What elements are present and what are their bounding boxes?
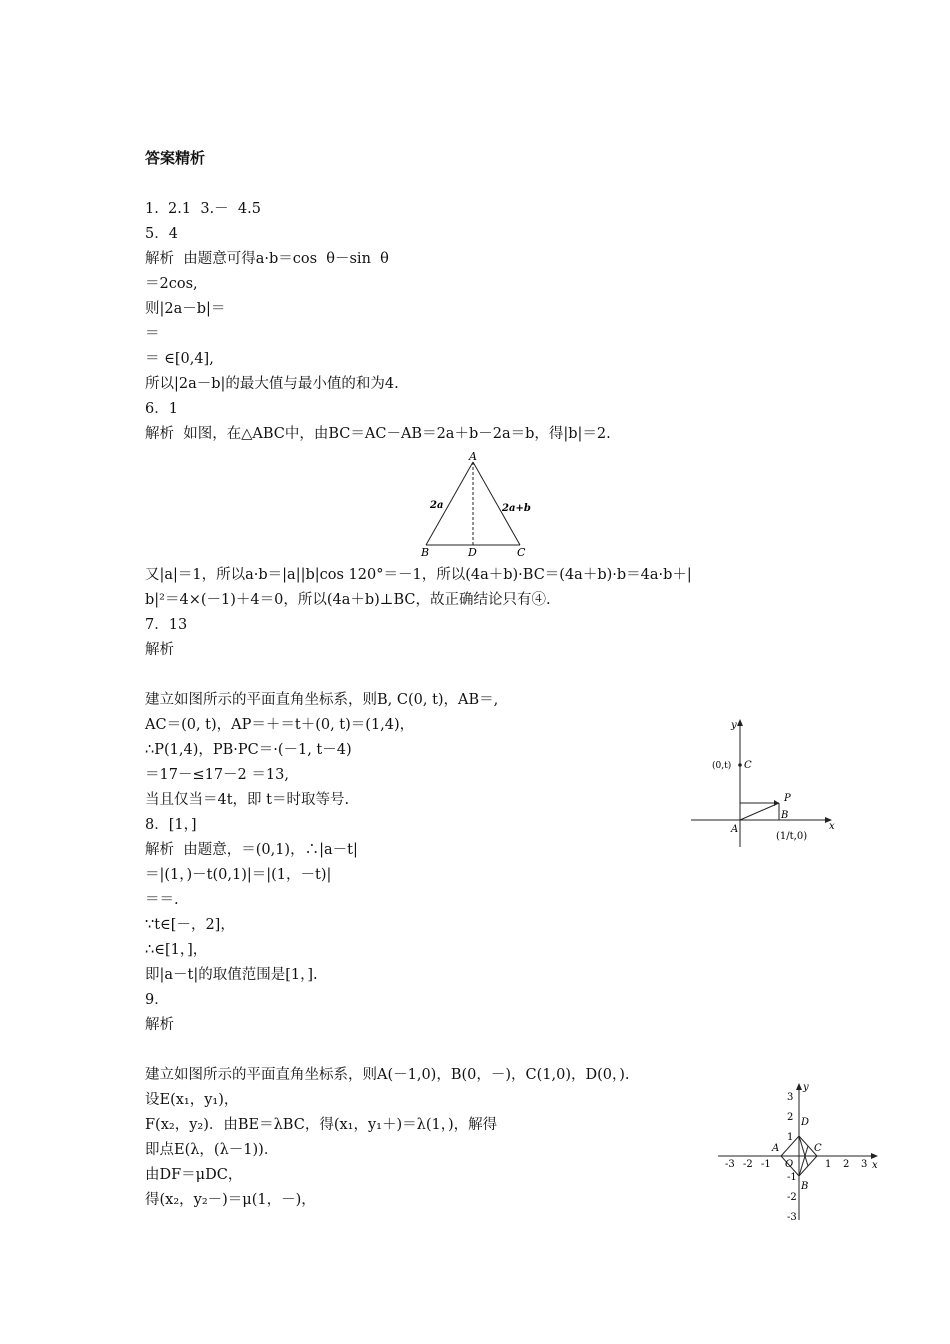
y-tick-label: -3 xyxy=(787,1212,797,1222)
label-c-coord: (0,t) xyxy=(712,761,732,771)
label-o: O xyxy=(785,1159,794,1170)
answer-line: b|²＝4×(－1)＋4＝0，所以(4a＋b)⊥BC，故正确结论只有④. xyxy=(145,592,551,608)
segment-ap xyxy=(740,803,779,820)
y-tick-label: 3 xyxy=(787,1092,794,1103)
answer-line: 解析 如图，在△ABC中，由BC＝AC－AB＝2a＋b－2a＝b，得|b|＝2. xyxy=(145,426,611,442)
x-tick-label: 2 xyxy=(843,1159,850,1170)
answer-line: ∴∈[1，]， xyxy=(145,942,208,958)
answer-line: 7．13 xyxy=(145,617,188,633)
y-tick-label: 1 xyxy=(787,1132,794,1143)
x-tick-label: 1 xyxy=(825,1159,832,1170)
answer-line: 8．[1，] xyxy=(145,817,197,833)
answer-line: 即点E(λ，(λ－1))． xyxy=(145,1142,279,1158)
answer-line: ＝|(1，)－t(0,1)|＝|(1，－t)| xyxy=(145,867,332,883)
answer-line: 9． xyxy=(145,992,169,1008)
answer-line: ＝17－≤17－2 ＝13, xyxy=(145,767,289,783)
answer-line: 建立如图所示的平面直角坐标系，则A(－1,0)，B(0，－)，C(1,0)，D(0，). xyxy=(145,1067,630,1083)
coordinate-figure-p xyxy=(688,715,838,850)
answer-line: 设E(x₁，y₁)， xyxy=(145,1092,239,1108)
axis-label-x: x xyxy=(829,821,835,832)
answer-line: 解析 由题意，＝(0,1)，∴|a－t| xyxy=(145,842,358,858)
label-b: B xyxy=(781,810,789,821)
answer-line: 6．1 xyxy=(145,401,178,417)
coordinate-figure-rhombus xyxy=(715,1080,885,1222)
label-c: C xyxy=(517,546,526,559)
label-p: P xyxy=(784,793,791,804)
answer-line: 当且仅当＝4t，即 t＝时取等号. xyxy=(145,792,350,808)
label-d: D xyxy=(468,546,477,559)
answer-line: 解析 由题意可得a·b＝cos θ－sin θ xyxy=(145,251,389,267)
label-a: A xyxy=(469,450,477,463)
label-b: B xyxy=(421,546,430,559)
answer-line: ＝ ∈[0,4], xyxy=(145,351,214,367)
y-tick-label: -1 xyxy=(787,1172,797,1183)
answer-line: 所以|2a－b|的最大值与最小值的和为4. xyxy=(145,376,399,392)
x-tick-label: -1 xyxy=(761,1159,771,1170)
answer-line: 由DF＝μDC， xyxy=(145,1167,243,1183)
answer-line: 又|a|＝1，所以a·b＝|a||b|cos 120°＝－1，所以(4a＋b)·BC＝(4a＋b)·b＝4a·b＋| xyxy=(145,567,692,583)
axis-label-x: x xyxy=(872,1160,878,1171)
answer-line: 1. 2.1 3.－ 4.5 xyxy=(145,201,261,217)
answer-line: 则|2a－b|＝ xyxy=(145,301,226,317)
answer-line: ＝2cos, xyxy=(145,276,198,292)
label-b-coord: (1/t,0) xyxy=(776,831,808,842)
page-title: 答案精析 xyxy=(145,149,206,167)
label-c: C xyxy=(744,760,752,771)
answer-line: F(x₂，y₂)．由BE＝λBC，得(x₁，y₁＋)＝λ(1，)，解得 xyxy=(145,1117,498,1133)
y-tick-label: -2 xyxy=(787,1192,797,1203)
triangle-figure xyxy=(410,448,540,560)
x-tick-label: -3 xyxy=(725,1159,735,1170)
label-d: D xyxy=(801,1117,810,1128)
answer-line: 解析 xyxy=(145,642,174,658)
label-c: C xyxy=(814,1143,822,1154)
label-a: A xyxy=(731,824,739,835)
answer-line: ∴P(1,4)，PB·PC＝·(－1, t－4) xyxy=(145,742,352,758)
axis-label-y: y xyxy=(803,1082,809,1093)
label-2a: 2a xyxy=(430,500,444,511)
answer-line: 建立如图所示的平面直角坐标系，则B, C(0, t)，AB＝, xyxy=(145,692,499,708)
answer-line: ＝ xyxy=(145,326,160,342)
label-a: A xyxy=(772,1143,780,1154)
answer-line: 即|a－t|的取值范围是[1，]. xyxy=(145,967,318,983)
answer-line: ∵t∈[－，2]， xyxy=(145,917,235,933)
x-tick-label: -2 xyxy=(743,1159,753,1170)
answer-line: ＝＝. xyxy=(145,892,179,908)
answer-line: 解析 xyxy=(145,1017,174,1033)
answer-line: 得(x₂，y₂－)＝μ(1，－)， xyxy=(145,1192,316,1208)
label-b: B xyxy=(801,1181,809,1192)
answer-line: 5．4 xyxy=(145,226,178,242)
answer-line: AC＝(0, t)，AP＝＋＝t＋(0, t)＝(1,4)， xyxy=(145,717,415,733)
y-tick-label: 2 xyxy=(787,1112,794,1123)
label-2a-plus-b: 2a+b xyxy=(502,503,531,514)
x-tick-label: 3 xyxy=(861,1159,868,1170)
point-c xyxy=(738,763,742,767)
axis-label-y: y xyxy=(731,720,737,731)
axis-ticks xyxy=(725,1092,867,1222)
